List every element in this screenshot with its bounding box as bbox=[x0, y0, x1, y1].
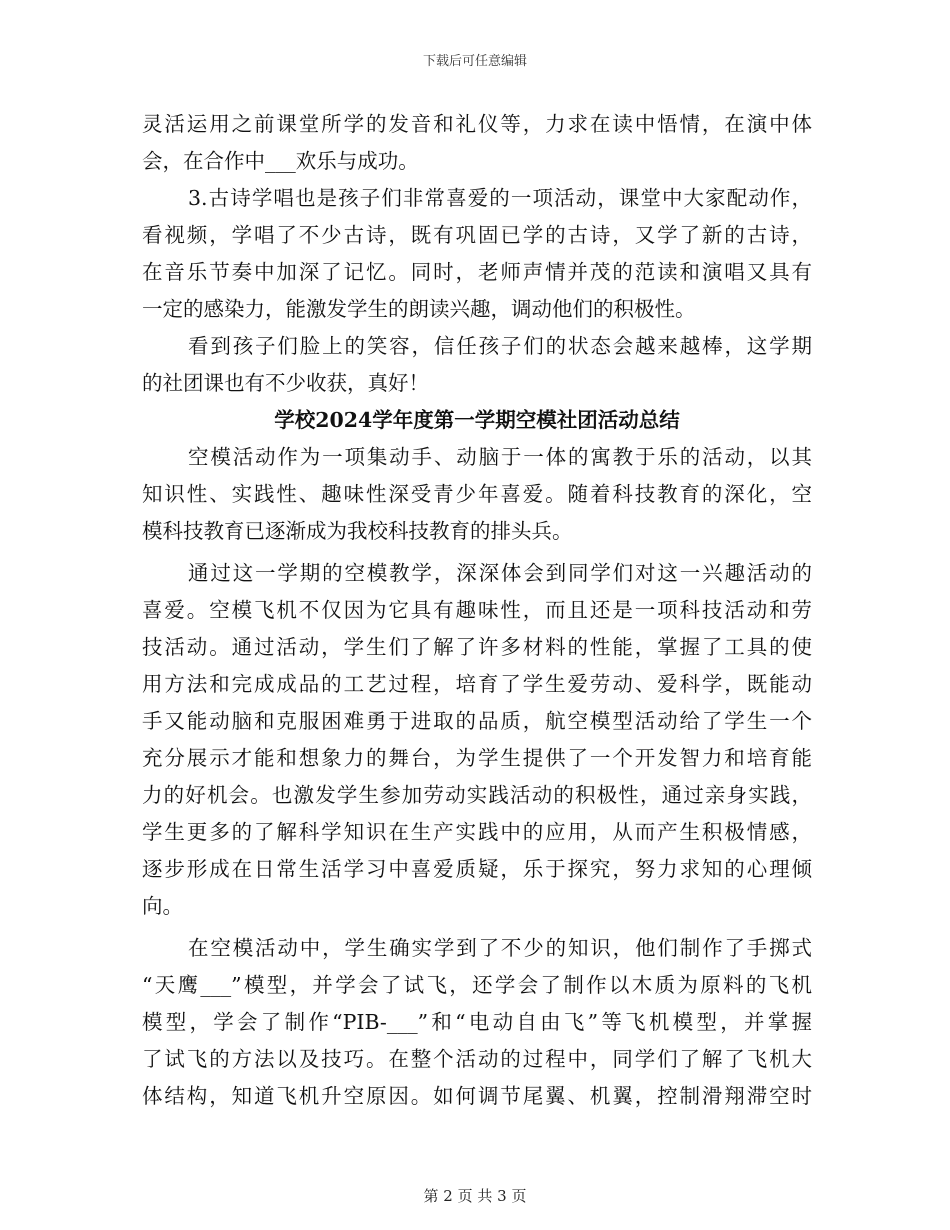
paragraph-line: 模型，学会了制作“PIB-___”和“电动自由飞”等飞机模型，并掌握 bbox=[142, 1010, 812, 1034]
paragraph-line: 学生更多的了解科学知识在生产实践中的应用，从而产生积极情感， bbox=[142, 820, 812, 844]
paragraph-line: 空模活动作为一项集动手、动脑于一体的寓教于乐的活动，以其 bbox=[188, 445, 812, 469]
paragraph-line: 力的好机会。也激发学生参加劳动实践活动的积极性，通过亲身实践， bbox=[142, 783, 812, 807]
document-body bbox=[142, 106, 812, 1115]
paragraph-line: 通过这一学期的空模教学，深深体会到同学们对这一兴趣活动的 bbox=[188, 561, 812, 585]
paragraph-line: “天鹰___”模型，并学会了试飞，还学会了制作以木质为原料的飞机 bbox=[142, 973, 812, 997]
paragraph-line: 3.古诗学唱也是孩子们非常喜爱的一项活动，课堂中大家配动作， bbox=[188, 186, 812, 210]
paragraph-line: 在空模活动中，学生确实学到了不少的知识，他们制作了手掷式 bbox=[188, 936, 812, 960]
paragraph-line: 模科技教育已逐渐成为我校科技教育的排头兵。 bbox=[142, 519, 573, 543]
paragraph-line: 充分展示才能和想象力的舞台，为学生提供了一个开发智力和培育能 bbox=[142, 746, 812, 770]
section-title: 学校2024学年度第一学期空模社团活动总结 bbox=[274, 408, 680, 432]
paragraph-line: 喜爱。空模飞机不仅因为它具有趣味性，而且还是一项科技活动和劳 bbox=[142, 598, 812, 622]
paragraph-line: 用方法和完成成品的工艺过程，培育了学生爱劳动、爱科学，既能动 bbox=[142, 672, 812, 696]
paragraph-line: 看到孩子们脸上的笑容，信任孩子们的状态会越来越棒，这学期 bbox=[188, 334, 812, 358]
paragraph-line: 会，在合作中___欢乐与成功。 bbox=[142, 149, 419, 173]
paragraph-line: 逐步形成在日常生活学习中喜爱质疑，乐于探究，努力求知的心理倾 bbox=[142, 857, 812, 881]
paragraph-line: 在音乐节奏中加深了记忆。同时，老师声情并茂的范读和演唱又具有 bbox=[142, 260, 812, 284]
page-number: 第 2 页 共 3 页 bbox=[423, 1187, 527, 1205]
page-header: 下载后可任意编辑 bbox=[422, 54, 527, 69]
paragraph-line: 知识性、实践性、趣味性深受青少年喜爱。随着科技教育的深化，空 bbox=[142, 482, 812, 506]
paragraph-line: 手又能动脑和克服困难勇于进取的品质，航空模型活动给了学生一个 bbox=[142, 709, 812, 733]
paragraph-line: 了试飞的方法以及技巧。在整个活动的过程中，同学们了解了飞机大 bbox=[142, 1047, 812, 1071]
paragraph-line: 体结构，知道飞机升空原因。如何调节尾翼、机翼，控制滑翔滞空时 bbox=[142, 1084, 812, 1108]
paragraph-line: 的社团课也有不少收获，真好！ bbox=[142, 371, 429, 395]
paragraph-line: 一定的感染力，能激发学生的朗读兴趣，调动他们的积极性。 bbox=[142, 297, 696, 321]
paragraph-line: 灵活运用之前课堂所学的发音和礼仪等，力求在读中悟情，在演中体 bbox=[142, 112, 812, 136]
paragraph-line: 技活动。通过活动，学生们了解了许多材料的性能，掌握了工具的使 bbox=[142, 635, 812, 659]
paragraph-line: 看视频，学唱了不少古诗，既有巩固已学的古诗，又学了新的古诗， bbox=[142, 223, 812, 247]
paragraph-line: 向。 bbox=[142, 894, 183, 918]
